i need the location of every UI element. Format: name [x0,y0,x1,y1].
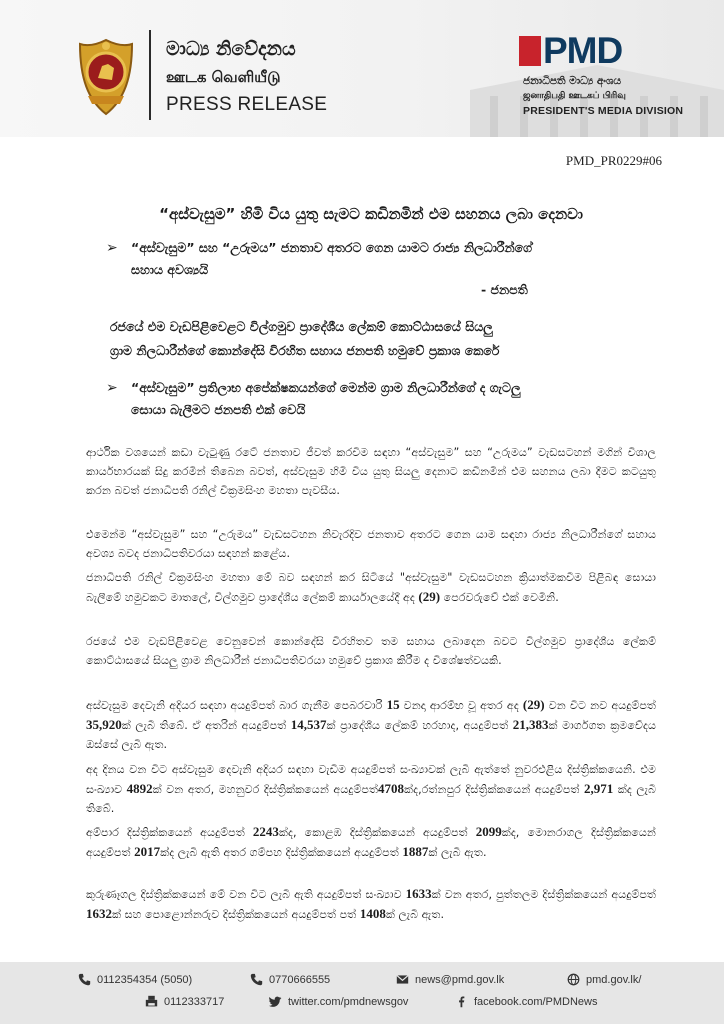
phone-number: 0112354354 (5050) [97,973,193,986]
paragraph-4: රජයේ එම වැඩපිළිවෙළ වෙනුවෙන් කොන්දේසි විරහිතව තම සහාය ලබාදෙන බවට විල්ගමුව ප්‍රාදේශීය ලේකම් කොට්ඨාසයේ සියලු ග්‍රාම නිලධාරීන් ජනාධිපතිවරයා හමුවේ ප්‍රකාශ කිරීම ද විශේෂත්වයකි. [86,635,656,667]
footer-mobile[interactable] [250,973,330,986]
division-sinhala: ජනාධිපති මාධ්‍ය අංශය [523,75,622,87]
subheading-bullet-2 [106,377,651,421]
paragraph-7: අම්පාර දිස්ත්‍රික්කයෙන් අයදුම්පත් 2243ක්ද, කොළඹ දිස්ත්‍රික්කයෙන් අයදුම්පත් 2099ක්ද, මොනරාගල දිස්ත්‍රික්කයෙන් අයදුම්පත් 2017ක්ද ලැබී ඇති අතර ගම්පහ දිස්ත්‍රික්කයෙන් අයදුම්පත් 1887ක් ලැබී ඇත. [86,824,656,859]
footer-facebook[interactable] [455,995,598,1008]
release-reference: PMD_PR0229#06 [565,153,662,168]
facebook-icon [455,995,468,1008]
division-english: PRESIDENT'S MEDIA DIVISION [523,105,684,117]
paragraph-6: අද දිනය වන විට අස්වැසුම දෙවැනි අදියර සඳහා වැඩිම අයදුම්පත් සංඛ්‍යාවක් ලැබී ඇත්තේ නුවරඑළිය දිස්ත්‍රික්කයෙනි. එම සංඛ්‍යාව 4892ක් වන අතර, මහනුවර දිස්ත්‍රික්කයෙන් අයදුම්පත්4708ක්ද,රත්නපුර දිස්ත්‍රික්කයෙන් අයදුම්පත් 2,971 ක්ද ලැබී තිබේ. [86,763,656,815]
footer-website[interactable] [567,973,641,986]
division-tamil: ஜனாதிபதி ஊடகப் பிரிவு [523,91,626,101]
twitter-icon [269,995,282,1008]
brand-sinhala: මාධ්‍ය නිවේදනය [166,38,296,60]
pmd-red-mark [519,36,541,66]
fax-number: 0112333717 [164,995,225,1008]
footer-twitter[interactable] [269,995,408,1008]
contact-footer [0,962,724,1024]
bullet-2-line-2: සොයා බැලීමට ජනපති එක් වෙයි [131,402,306,417]
header-divider [149,30,151,120]
paragraph-8: කුරුණෑගල දිස්ත්‍රික්කයෙන් මේ වන විට ලැබී ඇති අයදුම්පත් සංඛ්‍යාව 1633ක් වන අතර, පුත්තලම දිස්ත්‍රික්කයෙන් අයදුම්පත් 1632ක් සහ පොළොන්නරුව දිස්ත්‍රික්කයෙන් අයදුම්පත් පත් 1408ක් ලැබී ඇත. [86,886,656,921]
paragraph-1: ආර්ථික වශයෙන් කඩා වැටුණු රටේ ජනතාව ජීවත් කරවීම සඳහා “අස්වැසුම” සහ “උරුමය” වැඩසටහන් මගින් විශාල කාර්යභාරයක් සිදු කරමින් තිබෙන බවත්, අස්වැසුම හිමි විය යුතු සියලු දෙනාට කඩිනමින් එම සහනය ලබා දීමට කටයුතු කරන බවත් ජනාධිපති රනිල් වික්‍රමසිංහ මහතා පැවසීය. [86,446,656,497]
envelope-icon [396,973,409,986]
mobile-number: 0770666555 [269,973,331,986]
lead-statement [110,315,650,363]
headline: “අස්වැසුම” හිමි විය යුතු සැමට කඩිනමින් එම සහනය ලබා දෙනවා [159,205,583,223]
facebook-page: facebook.com/PMDNews [474,995,598,1008]
email-address: news@pmd.gov.lk [415,973,505,986]
footer-fax[interactable] [145,995,224,1008]
brand-tamil: ஊடக வெளியீடு [166,68,281,86]
paragraph-3: ජනාධිපති රනිල් වික්‍රමසිංහ මහතා මේ බව සඳහන් කර සිටියේ "අස්වැසුම" වැඩසටහන ක්‍රියාත්මකවීම පිළිබඳ සොයා බැලීමේ හමුවකට මාතලේ, විල්ගමුව ප්‍රාදේශීය ලේකම් කාර්යාලයේදී අද (29) පෙරවරුවේ එක් වෙමිනි. [86,571,656,604]
twitter-handle: twitter.com/pmdnewsgov [288,995,409,1008]
fax-icon [145,995,158,1008]
attribution: - ජනපති [481,282,528,297]
website-url: pmd.gov.lk/ [586,973,642,986]
paragraph-2: එමෙන්ම “අස්වැසුම” සහ “උරුමය” වැඩසටහන නිවැරදිව ජනතාව අතරට ගෙන යාම සඳහා රාජ්‍ය නිලධාරීන්ගේ සහාය අවශ්‍ය බවද ජනාධිපතිවරයා සඳහන් කළේය. [86,528,656,560]
arrow-bullet-icon: ➢ [106,240,118,256]
paragraph-5: අස්වැසුම දෙවැනි අදියර සඳහා අයදුම්පත් බාර ගැනීම පෙබරවාරි 15 වනදා ආරම්භ වූ අතර අද (29) වන විට නව අයදුම්පත් 35,920ක් ලැබී තිබේ. ඒ අතරින් අයදුම්පත් 14,537ක් ප්‍රාදේශීය ලේකම් හරහාද, අයදුම්පත් 21,383ක් මාර්ගගත ක්‍රමවේදය ඔස්සේ ලැබී ඇත. [86,697,656,751]
subheading-bullet-1 [106,237,651,281]
sri-lanka-emblem-icon [74,38,138,116]
letterhead [0,0,724,137]
lead-line-1: රජයේ එම වැඩපිළිවෙළට විල්ගමුව ප්‍රාදේශීය ලේකම් කොට්ඨාසයේ සියලු [110,319,493,334]
bullet-2-line-1: “අස්වැසුම” ප්‍රතිලාභ අපේක්ෂකයන්ගේ මෙන්ම ග්‍රාම නිලධාරීන්ගේ ද ගැටලු [131,380,521,395]
mobile-phone-icon [250,973,263,986]
footer-email[interactable] [396,973,504,986]
phone-icon [78,973,91,986]
footer-phone[interactable] [78,973,192,986]
lead-line-2: ග්‍රාම නිලධාරීන්ගේ කොන්දේසි විරහිත සහාය ජනපති හමුවේ ප්‍රකාශ කෙරේ [110,343,500,358]
arrow-bullet-icon: ➢ [106,380,118,396]
globe-icon [567,973,580,986]
pmd-logo: PMD [543,30,623,71]
bullet-1-line-2: සහාය අවශ්‍යයි [131,262,209,277]
brand-english: PRESS RELEASE [166,94,328,115]
bullet-1-line-1: “අස්වැසුම” සහ “උරුමය” ජනතාව අතරට ගෙන යාමට රාජ්‍ය නිලධාරීන්ගේ [131,240,533,255]
